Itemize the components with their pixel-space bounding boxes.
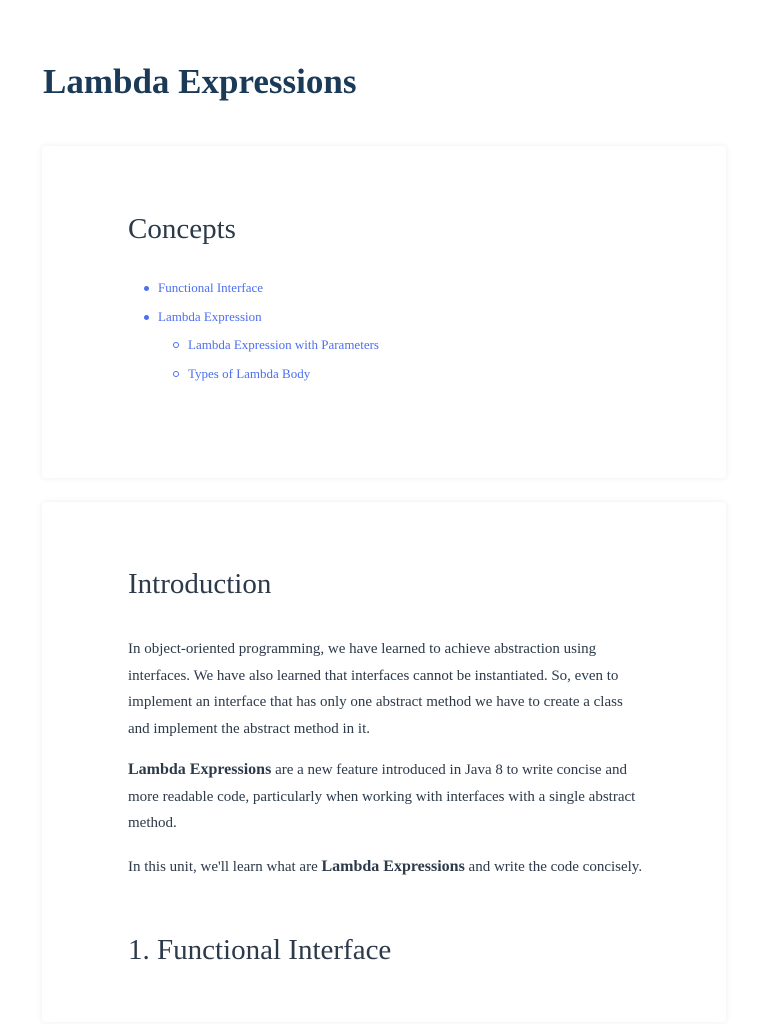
bullet-circle-icon bbox=[173, 371, 179, 377]
concepts-sublist-item bbox=[128, 335, 379, 364]
link-types-of-lambda-body[interactable]: Types of Lambda Body bbox=[188, 365, 311, 381]
concepts-card bbox=[42, 146, 726, 478]
link-functional-interface[interactable]: Functional Interface bbox=[158, 280, 264, 295]
concepts-list-item bbox=[128, 307, 379, 336]
bullet-dot-icon bbox=[144, 286, 149, 291]
introduction-paragraph bbox=[128, 854, 648, 881]
link-lambda-expression-with-parameters[interactable]: Lambda Expression with Parameters bbox=[188, 337, 379, 352]
introduction-paragraph bbox=[128, 757, 648, 837]
functional-interface-heading: 1. Functional Interface bbox=[128, 934, 392, 966]
introduction-card bbox=[42, 502, 726, 1022]
paragraph-text: are a new feature introduced in Java 8 to write concise and more readable code, particularly when working with interfaces with a single abstract method. bbox=[128, 762, 636, 831]
page-title: Lambda Expressions bbox=[43, 62, 357, 101]
bold-term: Lambda Expressions bbox=[321, 858, 465, 875]
bold-term: Lambda Expressions bbox=[128, 761, 272, 778]
concepts-sublist-item bbox=[128, 364, 379, 393]
concepts-heading: Concepts bbox=[128, 213, 236, 245]
paragraph-text: In this unit, we'll learn what are bbox=[128, 859, 322, 875]
concepts-list bbox=[128, 278, 379, 392]
introduction-paragraph: In object-oriented programming, we have learned to achieve abstraction using interfaces. We have also learned that interfaces cannot be instantiated. So, even to implement an interface that has only one abstract method we have to create a class and implement the abstract method in it. bbox=[128, 641, 623, 737]
bullet-circle-icon bbox=[173, 342, 179, 348]
introduction-heading: Introduction bbox=[128, 568, 272, 600]
paragraph-text: and write the code concisely. bbox=[464, 859, 643, 875]
bullet-dot-icon bbox=[144, 315, 149, 320]
concepts-list-item bbox=[128, 278, 379, 307]
link-lambda-expression[interactable]: Lambda Expression bbox=[158, 308, 262, 324]
